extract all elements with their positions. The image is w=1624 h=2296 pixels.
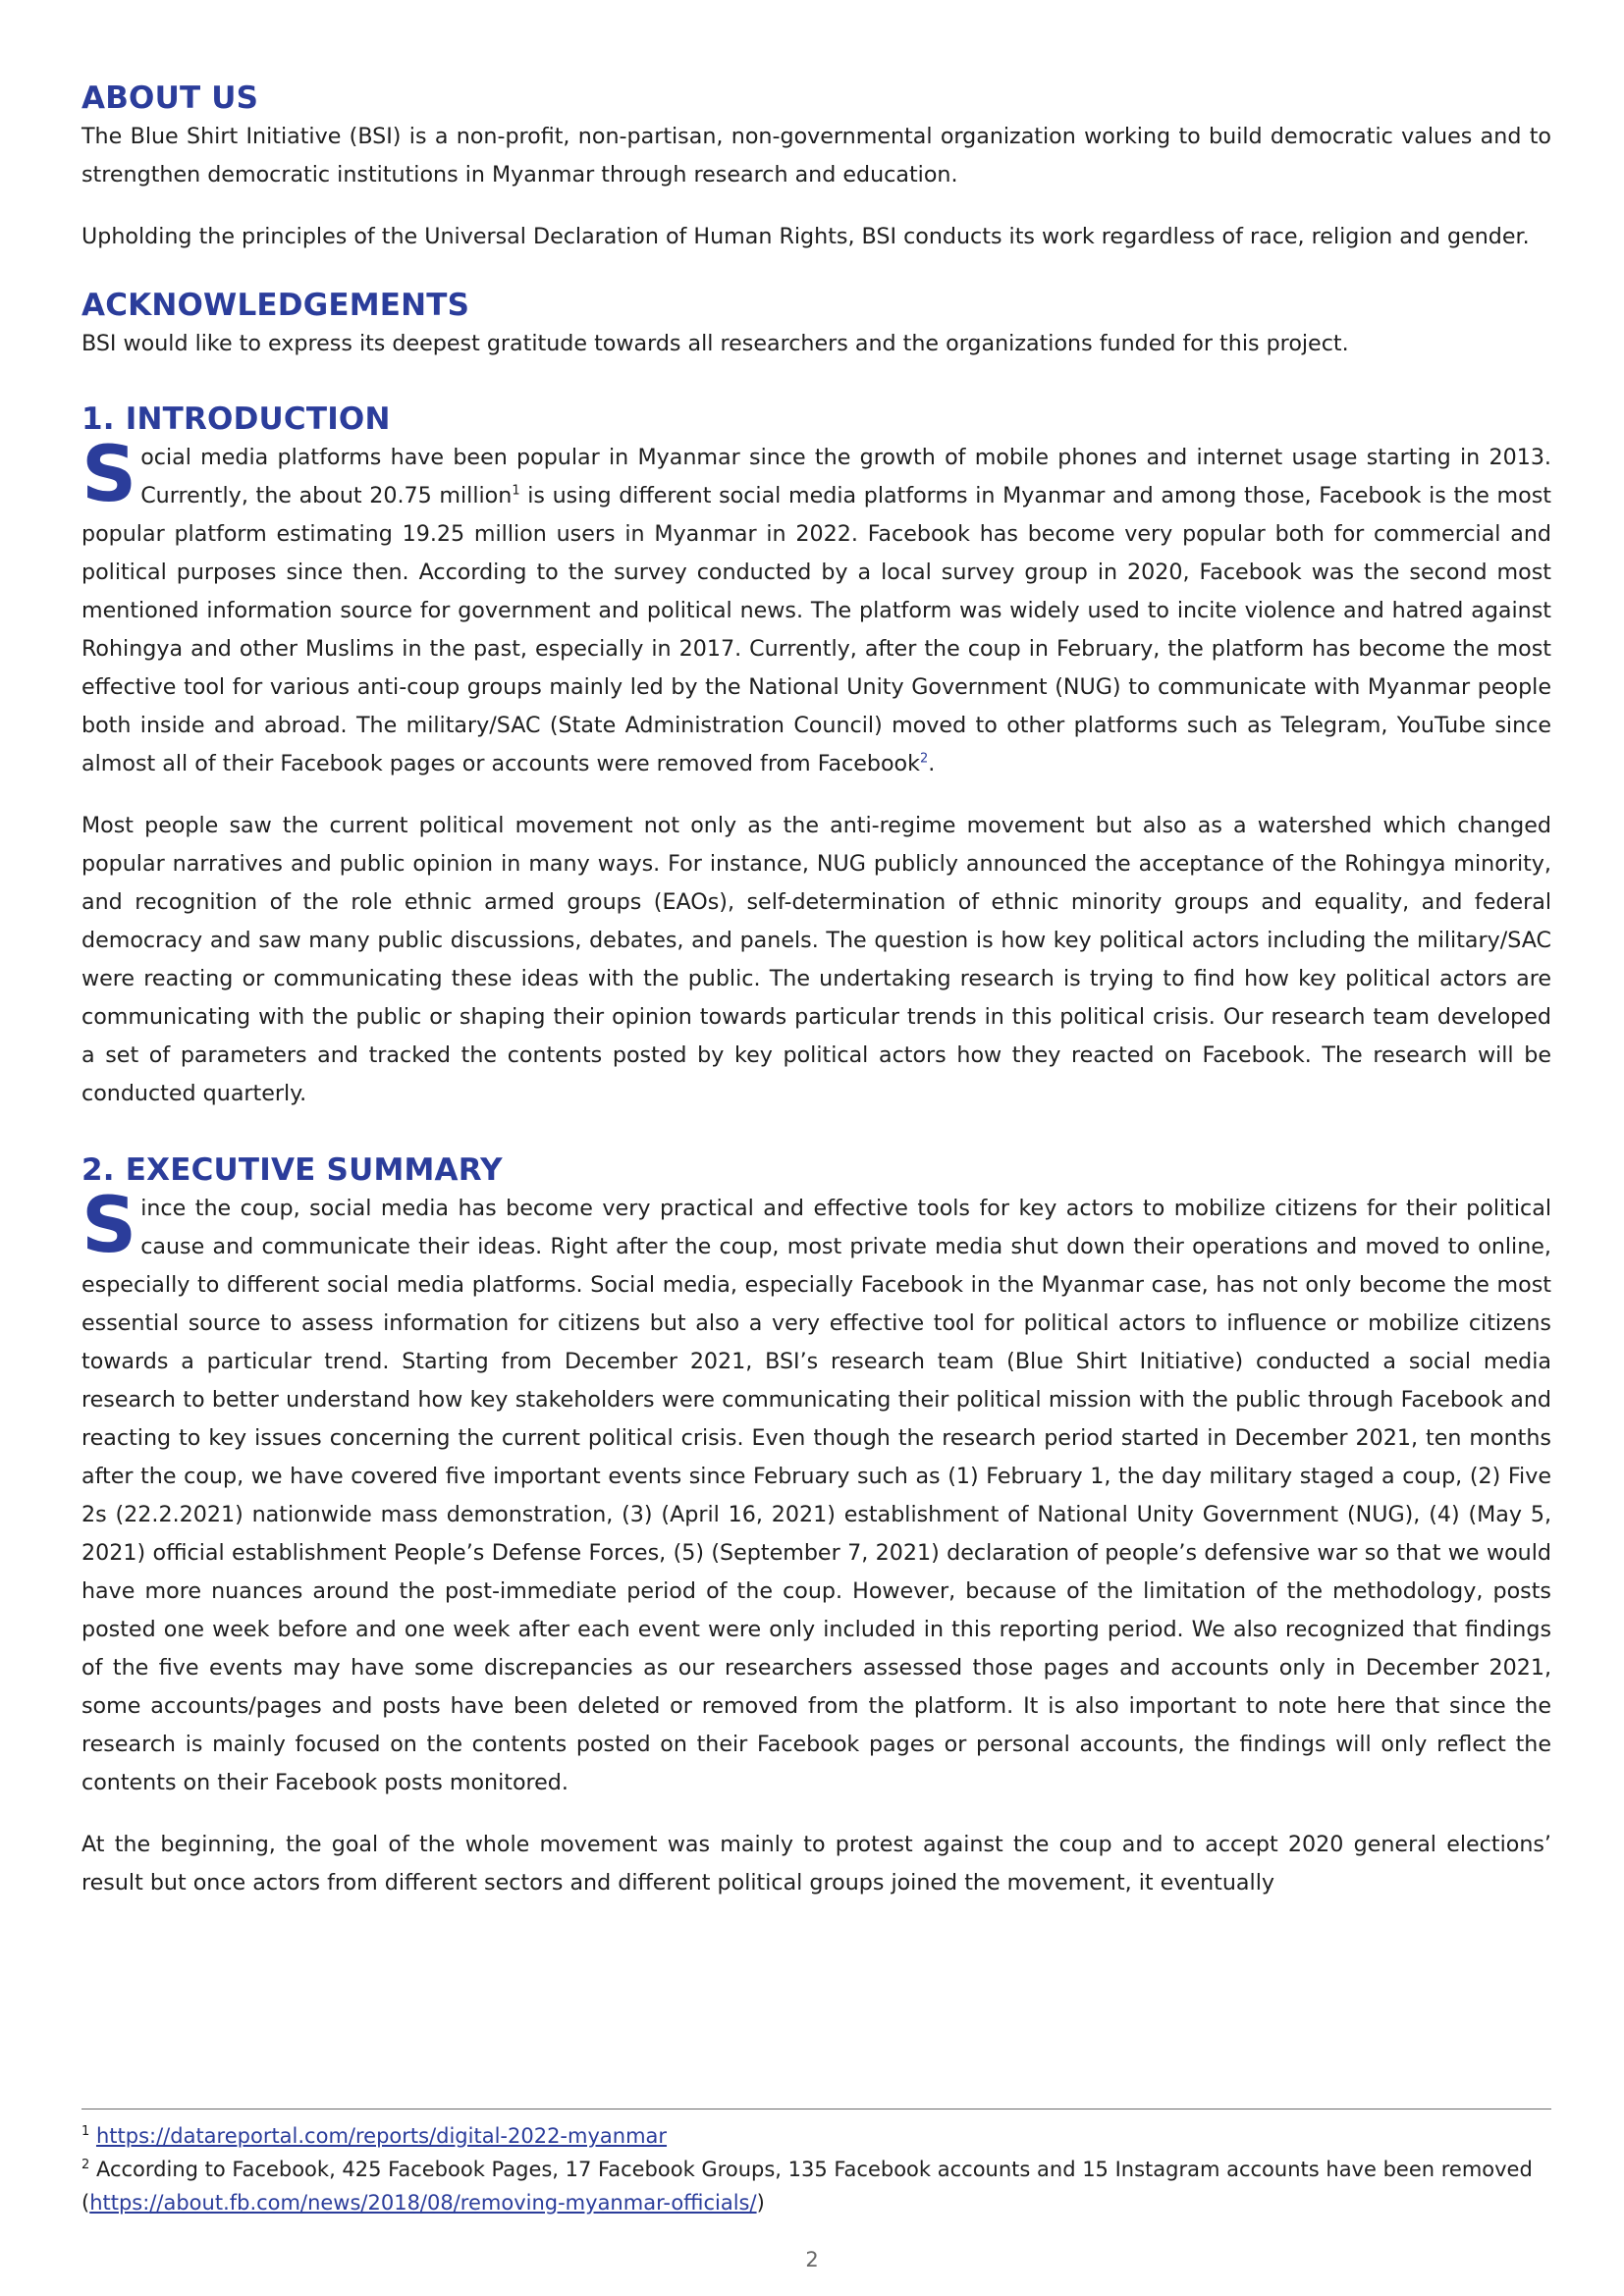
- acknowledgements-paragraph: BSI would like to express its deepest gratitude towards all researchers and the organizations funded for this project.: [81, 331, 1349, 356]
- introduction-heading: 1. INTRODUCTION: [81, 401, 391, 437]
- footnote-ref-1[interactable]: 1: [512, 483, 520, 499]
- footnote-2-link[interactable]: https://about.fb.com/news/2018/08/removing-myanmar-officials/: [89, 2191, 757, 2215]
- document-body: [81, 79, 1551, 1902]
- page-number: 2: [805, 2248, 819, 2271]
- drop-cap: S: [81, 431, 137, 519]
- about-us-heading: ABOUT US: [81, 80, 259, 116]
- executive-summary-paragraph-1: [81, 1182, 1551, 1802]
- executive-summary-heading: 2. EXECUTIVE SUMMARY: [81, 1152, 503, 1188]
- introduction-text-b: is using different social media platforms in Myanmar and among those, Facebook is the most popular platform estimating 19.25 million users in Myanmar in 2022. Facebook has become very popular both for commercial and political purposes since then. According to the survey conducted by a local survey group in 2020, Facebook was the second most mentioned information source for government and political news. The platform was widely used to incite violence and hatred against Rohingya and other Muslims in the past, especially in 2017. Currently, after the coup in February, the platform has become the most effective tool for various anti-coup groups mainly led by the National Unity Government (NUG) to communicate with Myanmar people both inside and abroad. The military/SAC (State Administration Council) moved to other platforms such as Telegram, YouTube since almost all of their Facebook pages or accounts were removed from Facebook: [81, 483, 1551, 776]
- about-us-section: [81, 79, 1551, 256]
- footnote-2-number: 2: [81, 2158, 90, 2172]
- footnote-1-link[interactable]: https://datareportal.com/reports/digital-2022-myanmar: [95, 2124, 668, 2148]
- about-us-paragraph-2: Upholding the principles of the Universal Declaration of Human Rights, BSI conducts its work regardless of race, religion and gender.: [81, 224, 1530, 249]
- footnote-ref-2[interactable]: 2: [919, 751, 929, 767]
- executive-summary-section: [81, 1150, 1551, 1902]
- introduction-text-a: ocial media platforms have been popular in Myanmar since the growth of mobile phones and internet usage starting in 2013. Currently, the about 20.75 million: [140, 445, 1551, 508]
- introduction-text-end: .: [928, 751, 936, 776]
- footnote-2: [81, 2153, 1551, 2219]
- about-us-paragraph-1: The Blue Shirt Initiative (BSI) is a non-profit, non-partisan, non-governmental organization working to build democratic values and to strengthen democratic institutions in Myanmar through research and education.: [81, 124, 1551, 187]
- footnote-1: [81, 2119, 1551, 2153]
- footnotes: [81, 2109, 1551, 2219]
- footnote-2-end: ): [756, 2191, 765, 2215]
- footnote-2-text: According to Facebook, 425 Facebook Pages, 17 Facebook Groups, 135 Facebook accounts and 15 Instagram accounts have been removed (: [81, 2158, 1533, 2215]
- footnote-1-number: 1: [81, 2124, 90, 2139]
- executive-summary-text: ince the coup, social media has become very practical and effective tools for key actors to mobilize citizens for their political cause and communicate their ideas. Right after the coup, most private media shut down their operations and moved to online, especially to different social media platforms. Social media, especially Facebook in the Myanmar case, has not only become the most essential source to assess information for citizens but also a very effective tool for political actors to influence or mobilize citizens towards a particular trend. Starting from December 2021, BSI’s research team (Blue Shirt Initiative) conducted a social media research to better understand how key stakeholders were communicating their political mission with the public through Facebook and reacting to key issues concerning the current political crisis. Even though the research period started in December 2021, ten months after the coup, we have covered five important events since February such as (1) February 1, the day military staged a coup, (2) Five 2s (22.2.2021) nationwide mass demonstration, (3) (April 16, 2021) establishment of National Unity Government (NUG), (4) (May 5, 2021) official establishment People’s Defense Forces, (5) (September 7, 2021) declaration of people’s defensive war so that we would have more nuances around the post-immediate period of the coup. However, because of the limitation of the methodology, posts posted one week before and one week after each event were only included in this reporting period. We also recognized that findings of the five events may have some discrepancies as our researchers assessed those pages and accounts only in December 2021, some accounts/pages and posts have been deleted or removed from the platform. It is also important to note here that since the research is mainly focused on the contents posted on their Facebook pages or personal accounts, the findings will only reflect the contents on their Facebook posts monitored.: [81, 1196, 1551, 1795]
- acknowledgements-heading: ACKNOWLEDGEMENTS: [81, 288, 470, 323]
- introduction-paragraph-1: [81, 431, 1551, 783]
- introduction-section: [81, 400, 1551, 1113]
- acknowledgements-section: [81, 286, 1551, 363]
- executive-summary-paragraph-2: At the beginning, the goal of the whole movement was mainly to protest against the coup and to accept 2020 general elections’ result but once actors from different sectors and different political groups joined the movement, it eventually: [81, 1832, 1551, 1896]
- introduction-paragraph-2: Most people saw the current political movement not only as the anti-regime movement but also as a watershed which changed popular narratives and public opinion in many ways. For instance, NUG publicly announced the acceptance of the Rohingya minority, and recognition of the role ethnic armed groups (EAOs), self-determination of ethnic minority groups and equality, and federal democracy and saw many public discussions, debates, and panels. The question is how key political actors including the military/SAC were reacting or communicating these ideas with the public. The undertaking research is trying to find how key political actors are communicating with the public or shaping their opinion towards particular trends in this political crisis. Our research team developed a set of parameters and tracked the contents posted by key political actors how they reacted on Facebook. The research will be conducted quarterly.: [81, 813, 1551, 1106]
- drop-cap: S: [81, 1182, 137, 1270]
